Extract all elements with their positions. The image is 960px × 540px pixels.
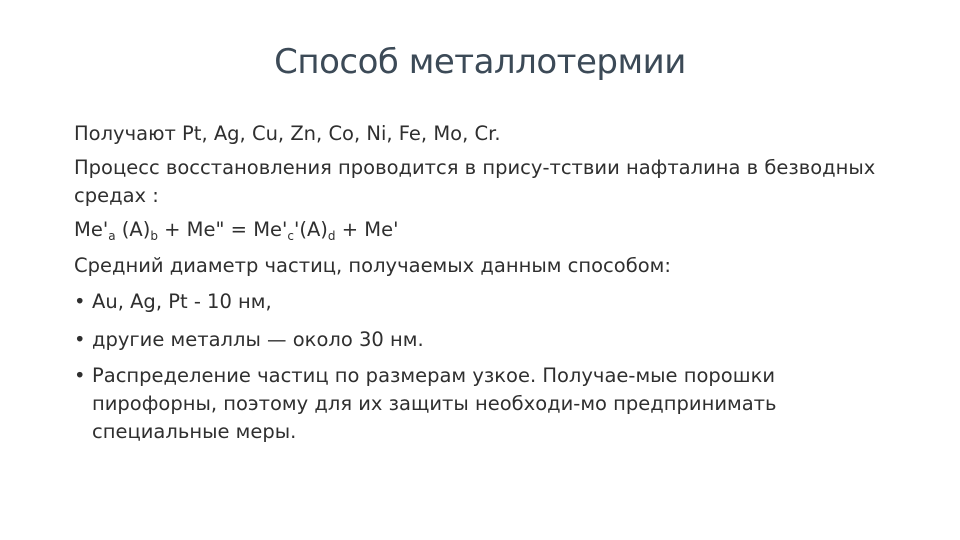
bullet-item bbox=[74, 324, 894, 356]
bullet-text: Распределение частиц по размерам узкое. Получае-мые порошки пирофорны, поэтому для их защиты необходи-мо предпринимать специальные меры. bbox=[92, 364, 777, 443]
bullet-text: Au, Ag, Pt - 10 нм, bbox=[92, 290, 272, 313]
formula-plus-me: + Me" = Me' bbox=[157, 218, 288, 241]
formula-a2: '(A) bbox=[294, 218, 328, 241]
formula-sub-d: d bbox=[327, 229, 336, 243]
formula-sub-c: c bbox=[287, 229, 294, 243]
reaction-formula bbox=[74, 214, 894, 246]
formula-tail: + Me' bbox=[335, 218, 399, 241]
formula-a1: (A) bbox=[115, 218, 151, 241]
bullet-marker: • bbox=[74, 290, 86, 313]
bullet-marker: • bbox=[74, 364, 86, 387]
metals-paragraph: Получают Pt, Ag, Cu, Zn, Co, Ni, Fe, Mo, Cr. bbox=[74, 122, 501, 145]
process-paragraph: Процесс восстановления проводится в прису-тствии нафталина в безводных средах : bbox=[74, 156, 876, 207]
formula-me-a: Me' bbox=[74, 218, 109, 241]
slide-body bbox=[74, 118, 894, 452]
slide-title: Способ металлотермии bbox=[274, 42, 686, 82]
bullet-marker: • bbox=[74, 328, 86, 351]
bullet-item bbox=[74, 286, 894, 318]
bullet-text: другие металлы — около 30 нм. bbox=[92, 328, 424, 351]
formula-sub-a: a bbox=[108, 229, 116, 243]
formula-sub-b: b bbox=[150, 229, 158, 243]
bullet-item bbox=[74, 362, 894, 446]
diameter-paragraph: Средний диаметр частиц, получаемых данным способом: bbox=[74, 254, 671, 277]
bullet-list bbox=[74, 286, 894, 446]
